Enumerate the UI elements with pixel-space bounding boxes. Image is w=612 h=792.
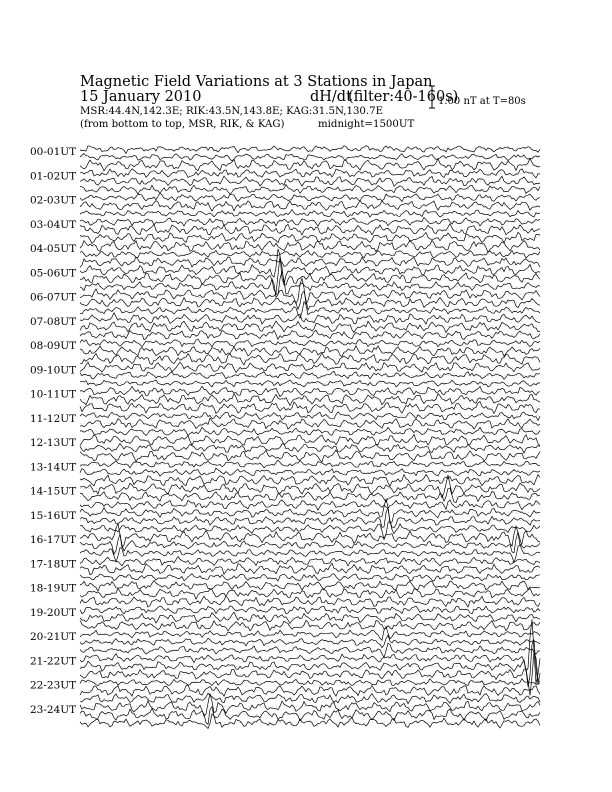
row-label: 02-03UT bbox=[30, 194, 77, 207]
trace-kag bbox=[80, 581, 540, 592]
row-label: 17-18UT bbox=[30, 558, 77, 571]
row-label: 06-07UT bbox=[30, 291, 77, 304]
station-coordinates: MSR:44.4N,142.3E; RIK:43.5N,143.8E; KAG:31.5N,130.7E bbox=[80, 106, 384, 117]
trace-rik bbox=[80, 488, 540, 503]
row-label: 13-14UT bbox=[30, 461, 77, 474]
trace-msr bbox=[80, 159, 540, 171]
row-label: 00-01UT bbox=[30, 146, 77, 158]
trace-rik bbox=[80, 224, 540, 235]
chart-quantity: dH/dt bbox=[310, 89, 352, 105]
row-label: 10-11UT bbox=[30, 388, 77, 401]
trace-msr bbox=[80, 714, 540, 729]
row-label: 15-16UT bbox=[30, 509, 77, 522]
trace-kag bbox=[80, 240, 540, 252]
trace-msr bbox=[80, 500, 540, 510]
trace-msr bbox=[80, 427, 540, 435]
trace-kag bbox=[80, 679, 540, 686]
row-label: 22-23UT bbox=[30, 679, 77, 692]
trace-rik bbox=[80, 532, 540, 554]
trace-msr bbox=[80, 302, 540, 319]
row-label: 20-21UT bbox=[30, 631, 77, 643]
row-label: 12-13UT bbox=[30, 437, 77, 449]
row-label: 01-02UT bbox=[30, 170, 77, 183]
row-label: 16-17UT bbox=[30, 534, 77, 546]
row-label: 19-20UT bbox=[30, 606, 77, 619]
row-label: 18-19UT bbox=[30, 582, 77, 595]
row-label: 04-05UT bbox=[30, 243, 77, 255]
row-labels bbox=[30, 146, 76, 716]
stacking-order-note: (from bottom to top, MSR, RIK, & KAG) bbox=[80, 119, 285, 130]
row-label: 09-10UT bbox=[30, 364, 77, 377]
trace-rik bbox=[80, 635, 540, 647]
row-label: 07-08UT bbox=[30, 315, 77, 328]
trace-rik bbox=[80, 346, 540, 357]
row-label: 23-24UT bbox=[30, 703, 77, 716]
row-label: 08-09UT bbox=[30, 340, 77, 352]
row-label: 05-06UT bbox=[30, 267, 77, 280]
chart-date: 15 January 2010 bbox=[80, 89, 202, 105]
midnight-note: midnight=1500UT bbox=[318, 119, 415, 130]
trace-msr bbox=[80, 330, 540, 339]
trace-msr bbox=[80, 643, 540, 657]
row-label: 14-15UT bbox=[30, 485, 77, 498]
row-label: 11-12UT bbox=[30, 412, 77, 425]
trace-kag bbox=[80, 412, 540, 421]
trace-msr bbox=[80, 185, 540, 195]
trace-kag bbox=[80, 313, 540, 324]
trace-kag bbox=[80, 146, 540, 154]
trace-msr bbox=[80, 380, 540, 387]
trace-rik bbox=[80, 201, 540, 211]
row-label: 21-22UT bbox=[30, 655, 77, 668]
trace-rik bbox=[80, 250, 540, 258]
trace-rik bbox=[80, 640, 540, 687]
trace-kag bbox=[80, 627, 540, 641]
trace-msr bbox=[80, 521, 540, 540]
chart-title: Magnetic Field Variations at 3 Stations in Japan bbox=[80, 74, 433, 90]
trace-rik bbox=[80, 563, 540, 575]
traces bbox=[80, 146, 540, 729]
chart-filter: (filter:40-160s) bbox=[348, 89, 459, 105]
row-label: 03-04UT bbox=[30, 218, 77, 231]
scale-bar-label: 1.00 nT at T=80s bbox=[438, 96, 526, 107]
